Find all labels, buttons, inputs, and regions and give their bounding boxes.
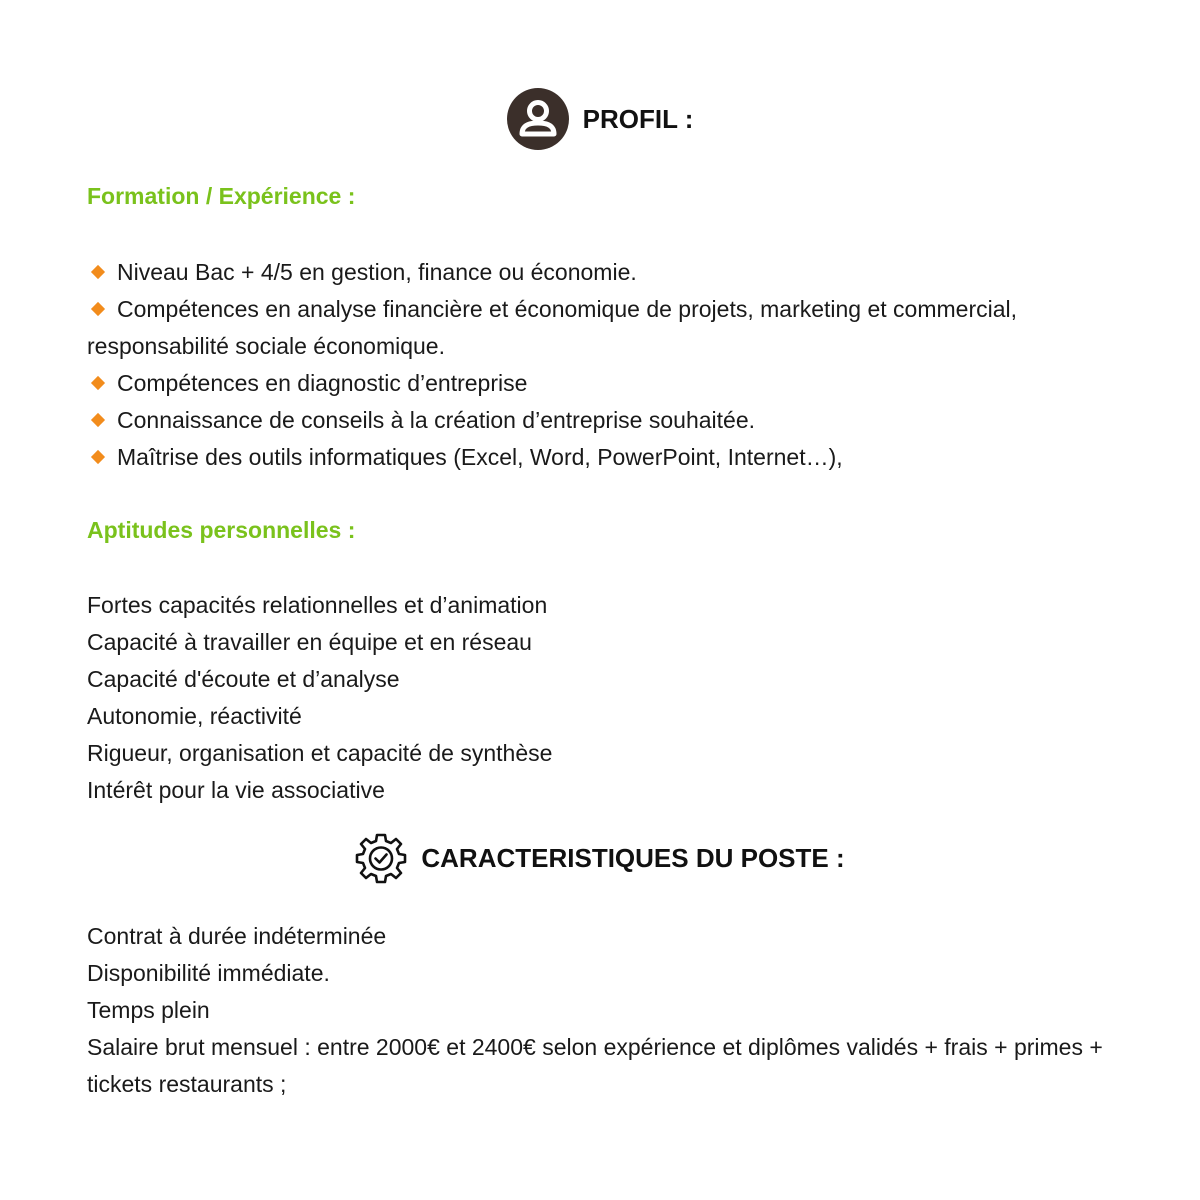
list-item-text: Maîtrise des outils informatiques (Excel, Word, PowerPoint, Internet…), <box>117 444 843 470</box>
list-item: Rigueur, organisation et capacité de synthèse <box>87 740 553 766</box>
list-item: Capacité à travailler en équipe et en réseau <box>87 629 532 655</box>
list-item: Contrat à durée indéterminée <box>87 923 387 949</box>
diamond-bullet-icon <box>91 302 105 316</box>
poste-title: CARACTERISTIQUES DU POSTE : <box>421 842 845 873</box>
list-item: Salaire brut mensuel : entre 2000€ et 2400€ selon expérience et diplômes validés + frais + primes + tickets restaurants ; <box>87 1034 1103 1097</box>
list-item <box>87 402 1117 439</box>
diamond-bullet-icon <box>91 376 105 390</box>
poste-list <box>87 918 1117 1103</box>
profil-title: PROFIL : <box>582 103 694 134</box>
list-item: Disponibilité immédiate. <box>87 960 330 986</box>
gear-check-icon <box>355 832 407 884</box>
list-item: Capacité d'écoute et d’analyse <box>87 666 400 692</box>
list-item: Intérêt pour la vie associative <box>87 777 385 803</box>
list-item: Fortes capacités relationnelles et d’animation <box>87 592 548 618</box>
list-item-text: Compétences en analyse financière et économique de projets, marketing et commercial, responsabilité sociale économique. <box>87 296 1018 359</box>
poste-header <box>0 832 1200 884</box>
list-item <box>87 254 1117 291</box>
list-item: Temps plein <box>87 997 210 1023</box>
list-item-text: Connaissance de conseils à la création d’entreprise souhaitée. <box>117 407 756 433</box>
list-item-text: Compétences en diagnostic d’entreprise <box>117 370 528 396</box>
formation-heading: Formation / Expérience : <box>87 183 356 209</box>
diamond-bullet-icon <box>91 450 105 464</box>
list-item: Autonomie, réactivité <box>87 703 302 729</box>
list-item <box>87 365 1117 402</box>
diamond-bullet-icon <box>91 413 105 427</box>
list-item <box>87 291 1117 365</box>
aptitudes-heading: Aptitudes personnelles : <box>87 517 356 543</box>
user-circle-icon <box>507 88 569 150</box>
formation-list <box>87 254 1117 476</box>
diamond-bullet-icon <box>91 265 105 279</box>
aptitudes-list <box>87 587 1117 809</box>
list-item-text: Niveau Bac + 4/5 en gestion, finance ou économie. <box>117 259 637 285</box>
profil-header <box>0 88 1200 150</box>
list-item <box>87 439 1117 476</box>
